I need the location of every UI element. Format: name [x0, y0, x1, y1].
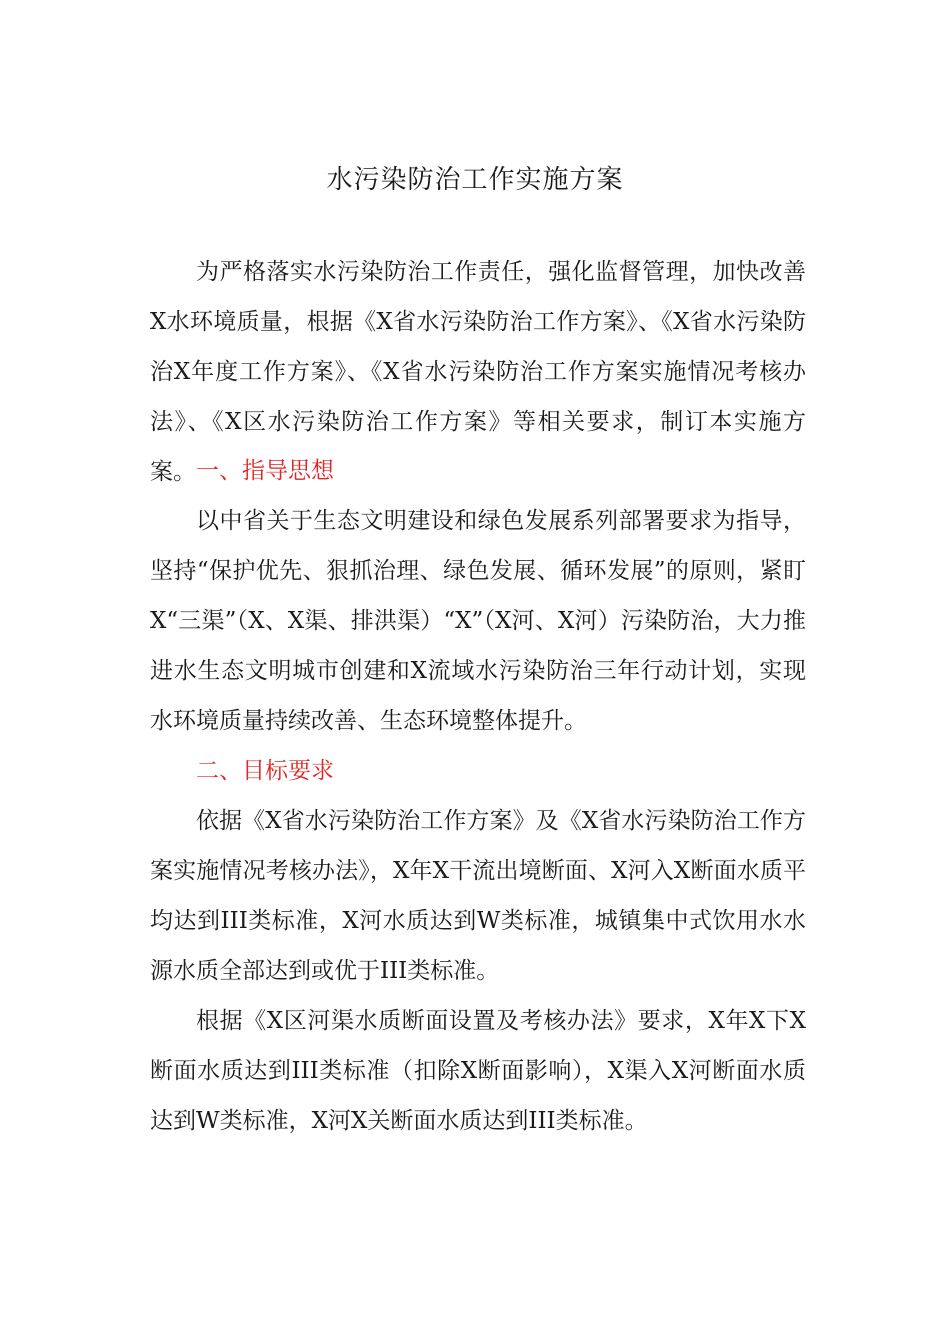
target-paragraph-1: 依据《X省水污染防治工作方案》及《X省水污染防治工作方案实施情况考核办法》，X年X干流出境断面、X河入X断面水质平均达到III类标准，X河水质达到W类标准，城镇集中式饮用水水源水质全部达到或优于III类标准。 [150, 808, 806, 984]
target-paragraph-2: 根据《X区河渠水质断面设置及考核办法》要求，X年X下X断面水质达到III类标准（扣除X断面影响），X渠入X河断面水质达到W类标准，X河X关断面水质达到III类标准。 [150, 1008, 806, 1134]
intro-paragraph: 为严格落实水污染防治工作责任，强化监督管理，加快改善X水环境质量，根据《X省水污染防治工作方案》、《X省水污染防治X年度工作方案》、《X省水污染防治工作方案实施情况考核办法》、《X区水污染防治工作方案》等相关要求，制订本实施方案。 [150, 259, 806, 485]
document-title: 水污染防治工作实施方案 [326, 165, 624, 195]
guiding-paragraph: 以中省关于生态文明建设和绿色发展系列部署要求为指导，坚持“保护优先、狠抓治理、绿色发展、循环发展”的原则，紧盯X“三渠”（X、X渠、排洪渠）“X”（X河、X河）污染防治，大力推进水生态文明城市创建和X流域水污染防治三年行动计划，实现水环境质量持续改善、生态环境整体提升。 [150, 508, 806, 734]
section-heading-targets: 二、目标要求 [196, 758, 334, 784]
section-heading-guiding: 一、指导思想 [196, 458, 334, 484]
